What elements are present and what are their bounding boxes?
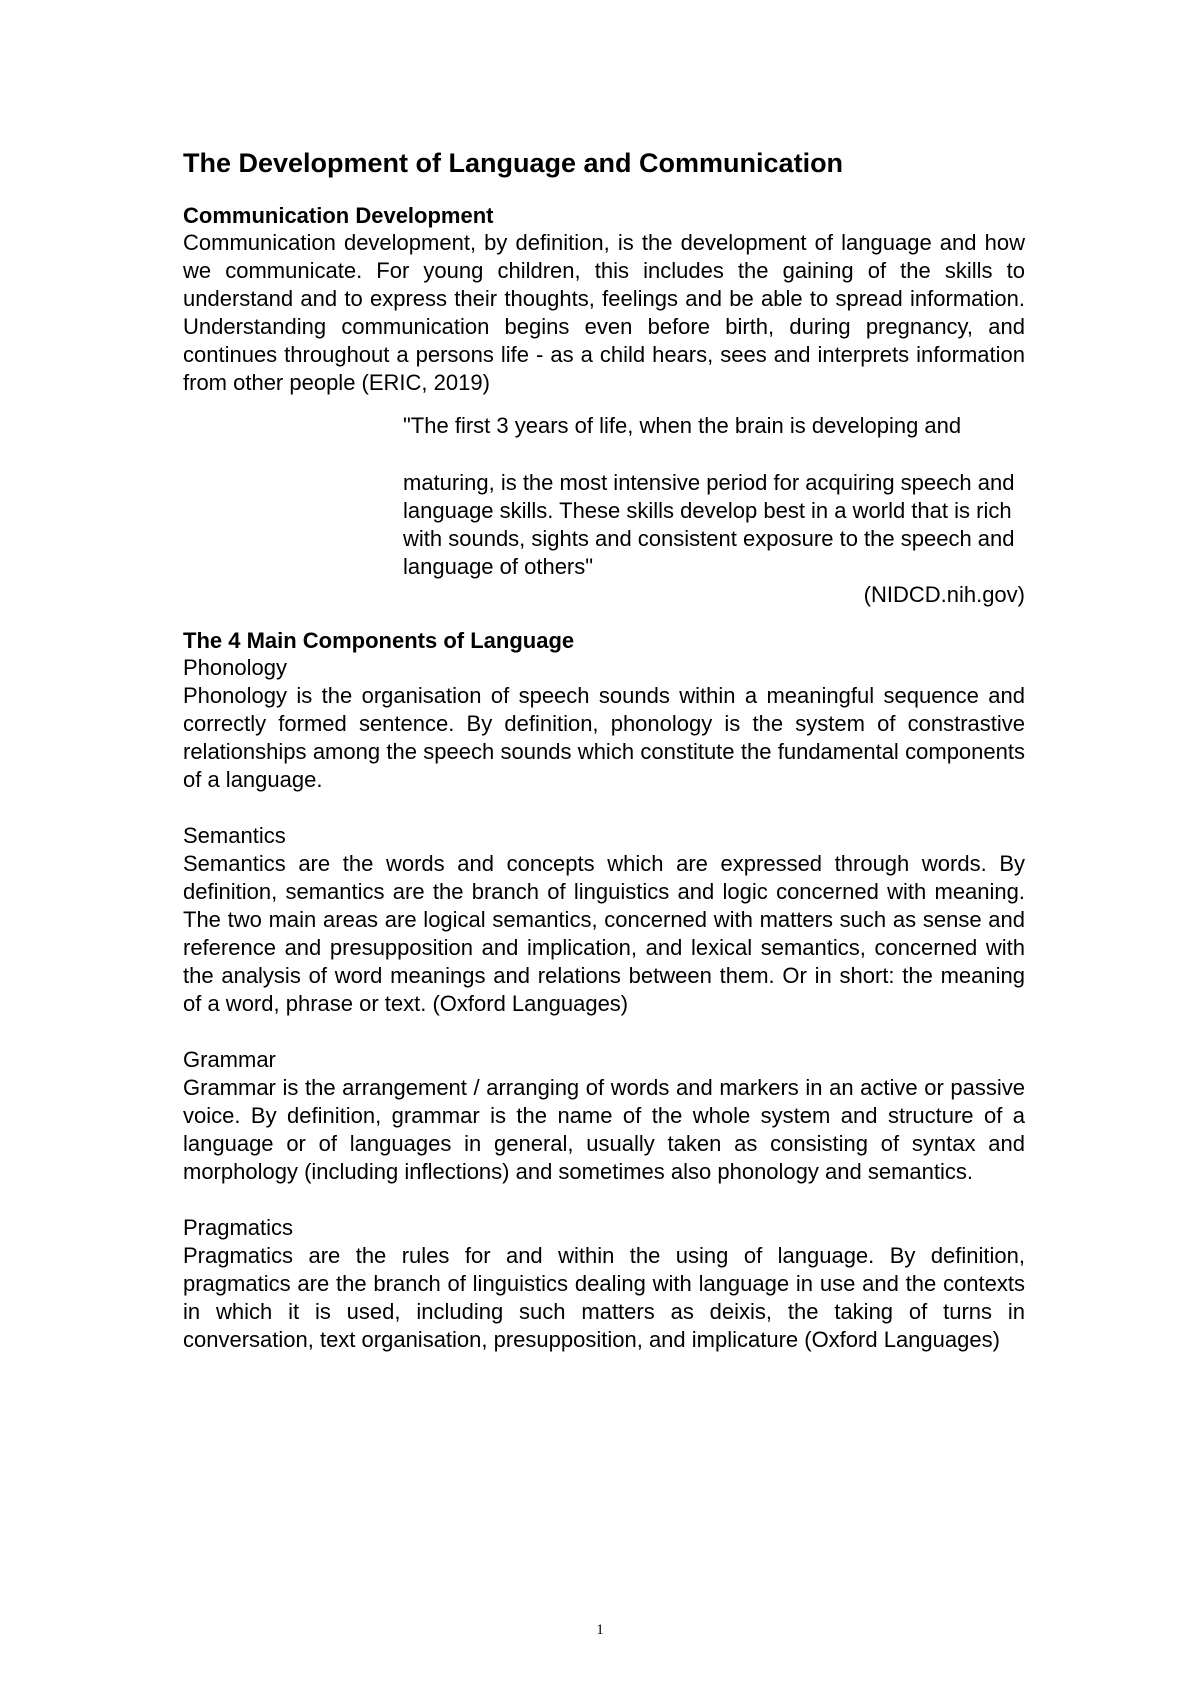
- page-content: [183, 146, 1025, 1354]
- spacer: [183, 794, 1025, 822]
- spacer: [183, 1186, 1025, 1214]
- block-quote: [403, 412, 1025, 609]
- component-semantics: [183, 822, 1025, 1018]
- component-grammar: [183, 1046, 1025, 1186]
- section-main-components: [183, 627, 1025, 1354]
- component-pragmatics: [183, 1214, 1025, 1354]
- component-heading: Semantics: [183, 823, 286, 848]
- section-heading: The 4 Main Components of Language: [183, 628, 575, 653]
- quote-body: maturing, is the most intensive period for acquiring speech and language skills. These skills develop best in a world that is rich with sounds, sights and consistent exposure to the speech and language of others": [403, 470, 1015, 579]
- quote-first-line: "The first 3 years of life, when the brain is developing and: [403, 413, 962, 438]
- component-paragraph: Pragmatics are the rules for and within the using of language. By definition, pragmatics are the branch of linguistics dealing with language in use and the contexts in which it is used, including such matters as deixis, the taking of turns in conversation, text organisation, presupposition, and implicature (Oxford Languages): [183, 1243, 1025, 1352]
- component-paragraph: Semantics are the words and concepts which are expressed through words. By definition, semantics are the branch of linguistics and logic concerned with meaning. The two main areas are logical semantics, concerned with matters such as sense and reference and presupposition and implication, and lexical semantics, concerned with the analysis of word meanings and relations between them. Or in short: the meaning of a word, phrase or text. (Oxford Languages): [183, 851, 1025, 1016]
- section-heading: Communication Development: [183, 203, 494, 228]
- component-paragraph: Phonology is the organisation of speech sounds within a meaningful sequence and correctly formed sentence. By definition, phonology is the system of constrastive relationships among the speech sounds which constitute the fundamental components of a language.: [183, 683, 1025, 792]
- component-heading: Grammar: [183, 1047, 276, 1072]
- component-heading: Phonology: [183, 655, 287, 680]
- quote-source: (NIDCD.nih.gov): [863, 582, 1025, 607]
- spacer: [183, 1018, 1025, 1046]
- section-paragraph: Communication development, by definition, is the development of language and how we communicate. For young children, this includes the gaining of the skills to understand and to express their thoughts, feelings and be able to spread information. Understanding communication begins even before birth, during pregnancy, and continues throughout a persons life - as a child hears, sees and interprets information from other people (ERIC, 2019): [183, 230, 1025, 395]
- component-phonology: [183, 654, 1025, 794]
- section-communication-development: [183, 202, 1025, 397]
- page-number: 1: [596, 1622, 604, 1638]
- component-paragraph: Grammar is the arrangement / arranging of words and markers in an active or passive voice. By definition, grammar is the name of the whole system and structure of a language or of languages in general, usually taken as consisting of syntax and morphology (including inflections) and sometimes also phonology and semantics.: [183, 1075, 1025, 1184]
- component-heading: Pragmatics: [183, 1215, 294, 1240]
- document-title: The Development of Language and Communication: [183, 148, 844, 178]
